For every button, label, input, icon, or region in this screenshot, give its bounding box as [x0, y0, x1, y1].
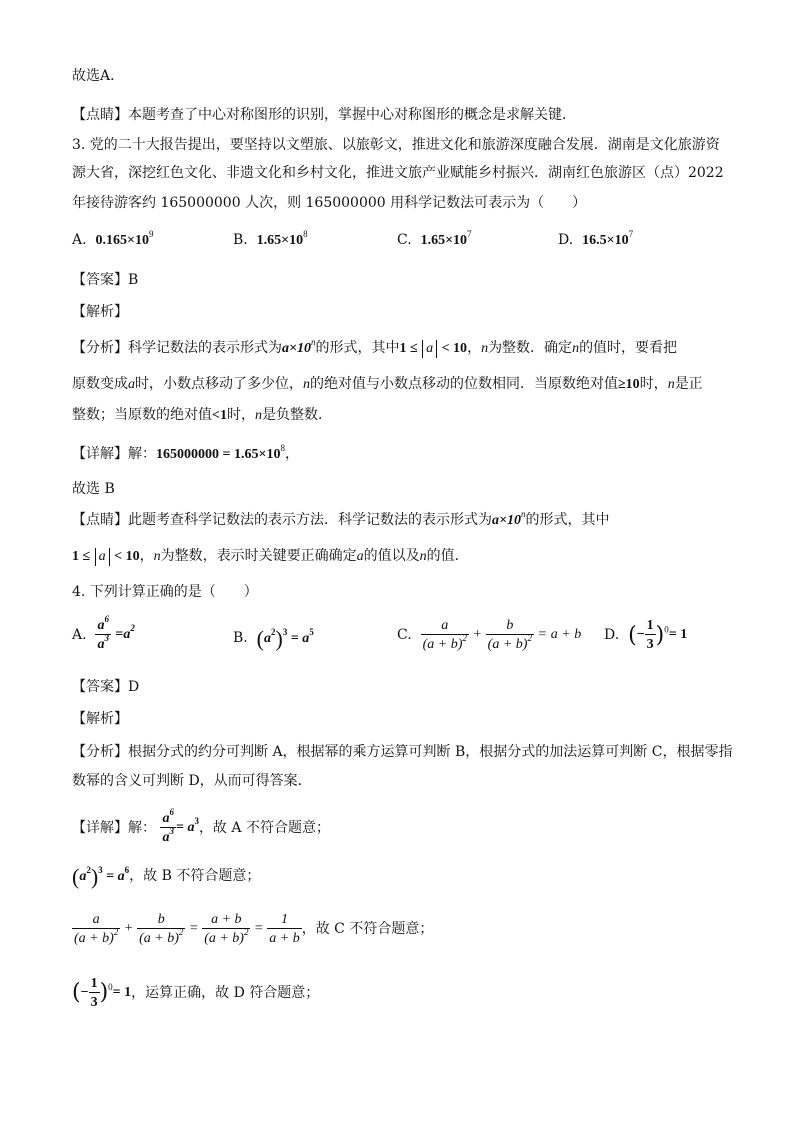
- q3-option-d: D. $16.5\times 10^7$: [558, 229, 634, 248]
- q4-option-c: C. $\frac{a}{(a + b)^2}$ + $\frac{b}{(a + b)^2}$ = a + b: [397, 618, 582, 653]
- q3-option-b: B. $1.65\times 10^8$: [233, 229, 308, 248]
- q4-option-d: D. (− $\frac{1}{3}$ )$^0$= 1: [604, 618, 688, 653]
- q4-xiangjie-d: (− $\frac{1}{3}$ )$^0$= 1，运算正确，故 D 符合题意；: [72, 975, 320, 1010]
- q3-conclusion: 故选 B: [72, 481, 115, 497]
- q4-xiangjie-a: 【详解】解： $\frac{a^6}{a^3}$ = $a^3$，故 A 不符合题意；: [72, 806, 330, 845]
- line-conclusion: 故选A．: [72, 68, 125, 84]
- fraction-a6-over-a3: $\frac{a^6}{a^3}$: [97, 614, 109, 653]
- q4-fenxi-line-1: 【分析】根据分式的约分可判断 A，根据幂的乘方运算可判断 B，根据分式的加法运算可判断 C，根据零指: [72, 744, 733, 760]
- q4-option-b: B. $(a^2)^3 = a^5$: [233, 626, 314, 651]
- q3-stem-3: 年接待游客约 165000000 人次，则 165000000 用科学记数法可表示为（ ）: [72, 195, 587, 211]
- q3-stem-2: 源大省，深挖红色文化、非遗文化和乡村文化，推进文旅产业赋能乡村振兴．湖南红色旅游区（点）2022: [72, 165, 724, 181]
- q3-dianjing-line-2: 1 ≤ a < 10，n为整数，表示时关键要正确确定a的值以及n的值．: [72, 548, 469, 564]
- q3-fenxi-line-2: 原数变成a时，小数点移动了多少位，n的绝对值与小数点移动的位数相同．当原数绝对值≥10时，n是正: [72, 376, 703, 392]
- q4-xiangjie-c: $\frac{a}{(a + b)^2}$ + $\frac{b}{(a + b)^2}$ = $\frac{a + b}{(a + b)^2}$ = $\frac{1}{a + b}$ ，故 C 不符合题意；: [74, 911, 434, 946]
- q4-fenxi-line-2: 数幂的含义可判断 D，从而可得答案．: [72, 773, 312, 789]
- line-remark: 【点睛】本题考查了中心对称图形的识别，掌握中心对称图形的概念是求解关键．: [72, 107, 576, 123]
- q3-xiangjie: 【详解】解：$165000000 = 1.65\times 10^8$，: [72, 443, 299, 462]
- q3-fenxi-line-3: 整数；当原数的绝对值<1时，n是负整数．: [72, 407, 332, 423]
- q3-fenxi-line-1: 【分析】科学记数法的表示形式为$a\times 10^n$的形式，其中1 ≤ a < 10，n为整数．确定n的值时，要看把: [72, 337, 678, 356]
- q3-dianjing-line-1: 【点睛】此题考查科学记数法的表示方法．科学记数法的表示形式为$a\times 10^n$的形式，其中: [72, 509, 610, 528]
- q3-option-a: A. $0.165\times 10^9$: [72, 229, 154, 248]
- q4-xiangjie-b: $(a^2)^3 = a^6$，故 B 不符合题意；: [72, 863, 261, 889]
- q4-option-a: A. $\frac{a^6}{a^3}$ $=a^2$: [72, 614, 135, 653]
- q3-answer: 【答案】B: [72, 272, 139, 288]
- q3-option-c: C. $1.65\times 10^7$: [397, 229, 472, 248]
- q4-answer: 【答案】D: [72, 679, 140, 695]
- q4-stem: 4. 下列计算正确的是（ ）: [72, 584, 258, 600]
- q3-analysis-label: 【解析】: [72, 304, 128, 320]
- q4-analysis-label: 【解析】: [72, 711, 128, 727]
- q3-stem-1: 3. 党的二十大报告提出，要坚持以文塑旅、以旅彰文，推进文化和旅游深度融合发展．湖南是文化旅游资: [72, 137, 720, 153]
